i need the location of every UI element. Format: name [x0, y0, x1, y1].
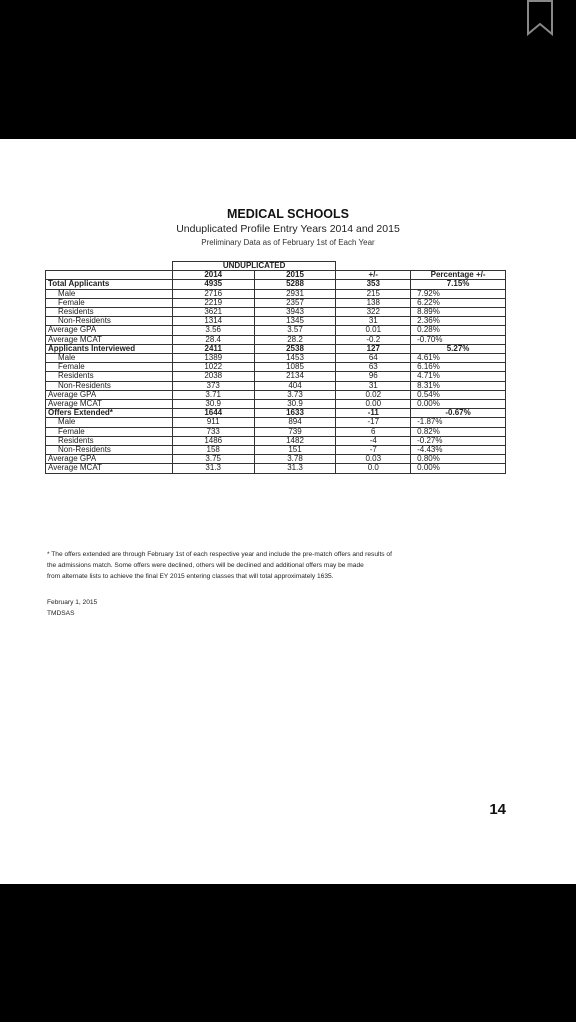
cell-diff: -17 [336, 418, 411, 427]
cell-percentage: 5.27% [411, 344, 506, 353]
cell-2014: 3.56 [172, 326, 254, 335]
cell-2014: 31.3 [172, 464, 254, 473]
row-label: Average MCAT [46, 464, 173, 473]
cell-percentage: 0.00% [411, 464, 506, 473]
row-label: Non-Residents [46, 446, 173, 455]
cell-percentage: 8.31% [411, 381, 506, 390]
cell-2015: 1453 [254, 354, 336, 363]
header-corner [46, 262, 173, 271]
document-title: MEDICAL SCHOOLS [227, 207, 349, 221]
cell-percentage: 6.22% [411, 298, 506, 307]
cell-2014: 2038 [172, 372, 254, 381]
column-header-diff: +/- [336, 271, 411, 280]
cell-2015: 30.9 [254, 400, 336, 409]
cell-2015: 2357 [254, 298, 336, 307]
cell-2014: 1644 [172, 409, 254, 418]
cell-diff: 96 [336, 372, 411, 381]
cell-diff: 0.03 [336, 455, 411, 464]
cell-2015: 151 [254, 446, 336, 455]
table-column-header-row [46, 271, 506, 280]
cell-diff: -11 [336, 409, 411, 418]
cell-2015: 1482 [254, 436, 336, 445]
document-page [0, 139, 576, 884]
row-label: Male [46, 289, 173, 298]
cell-2014: 1389 [172, 354, 254, 363]
cell-2014: 158 [172, 446, 254, 455]
cell-percentage: 0.54% [411, 390, 506, 399]
cell-percentage: -1.87% [411, 418, 506, 427]
cell-2014: 373 [172, 381, 254, 390]
row-label: Male [46, 354, 173, 363]
cell-2014: 2716 [172, 289, 254, 298]
cell-percentage: -0.67% [411, 409, 506, 418]
table-row [46, 381, 506, 390]
row-label: Average GPA [46, 455, 173, 464]
cell-diff: 64 [336, 354, 411, 363]
cell-2014: 3.75 [172, 455, 254, 464]
cell-2014: 911 [172, 418, 254, 427]
cell-2015: 1633 [254, 409, 336, 418]
footnote-line: the admissions match. Some offers were declined, others will be declined and additional offers may be made [47, 562, 364, 569]
cell-2015: 28.2 [254, 335, 336, 344]
row-label: Non-Residents [46, 381, 173, 390]
cell-percentage: -0.27% [411, 436, 506, 445]
column-header-2015: 2015 [254, 271, 336, 280]
row-label: Average MCAT [46, 335, 173, 344]
footnote [47, 549, 507, 582]
cell-2015: 3.73 [254, 390, 336, 399]
cell-diff: 0.0 [336, 464, 411, 473]
row-label: Average GPA [46, 390, 173, 399]
cell-percentage: -0.70% [411, 335, 506, 344]
row-label: Non-Residents [46, 317, 173, 326]
cell-percentage: 6.16% [411, 363, 506, 372]
cell-2014: 1022 [172, 363, 254, 372]
column-header-2014: 2014 [172, 271, 254, 280]
document-meta [47, 597, 97, 619]
cell-diff: 0.02 [336, 390, 411, 399]
row-label: Residents [46, 308, 173, 317]
cell-percentage: 7.15% [411, 280, 506, 289]
cell-percentage: 7.92% [411, 289, 506, 298]
table-row [46, 400, 506, 409]
cell-percentage: 2.36% [411, 317, 506, 326]
cell-diff: 353 [336, 280, 411, 289]
table-row [46, 372, 506, 381]
row-label: Average MCAT [46, 400, 173, 409]
cell-diff: 322 [336, 308, 411, 317]
document-subtitle: Unduplicated Profile Entry Years 2014 and 2015 [176, 223, 400, 235]
row-label: Residents [46, 436, 173, 445]
cell-diff: -4 [336, 436, 411, 445]
table-row [46, 289, 506, 298]
cell-percentage: 0.00% [411, 400, 506, 409]
cell-diff: 0.01 [336, 326, 411, 335]
cell-diff: 215 [336, 289, 411, 298]
cell-2015: 739 [254, 427, 336, 436]
cell-2015: 5288 [254, 280, 336, 289]
cell-2014: 3.71 [172, 390, 254, 399]
cell-2015: 3.78 [254, 455, 336, 464]
row-label: Applicants Interviewed [46, 344, 173, 353]
cell-2014: 4935 [172, 280, 254, 289]
table-row [46, 280, 506, 289]
row-label: Offers Extended* [46, 409, 173, 418]
document-note: Preliminary Data as of February 1st of Each Year [201, 238, 375, 247]
cell-percentage: 4.71% [411, 372, 506, 381]
cell-diff: 31 [336, 381, 411, 390]
cell-2015: 2931 [254, 289, 336, 298]
page-number: 14 [489, 801, 506, 818]
row-label: Residents [46, 372, 173, 381]
group-header-unduplicated: UNDUPLICATED [172, 262, 336, 271]
document-date: February 1, 2015 [47, 599, 98, 606]
cell-2015: 1345 [254, 317, 336, 326]
row-label: Female [46, 298, 173, 307]
cell-diff: 127 [336, 344, 411, 353]
row-label: Male [46, 418, 173, 427]
data-table [45, 261, 506, 474]
cell-2014: 30.9 [172, 400, 254, 409]
footnote-line: from alternate lists to achieve the final EY 2015 entering classes that will total approximately 1635. [47, 573, 334, 580]
table-row [46, 427, 506, 436]
cell-diff: 0.00 [336, 400, 411, 409]
cell-percentage: -4.43% [411, 446, 506, 455]
row-label: Female [46, 363, 173, 372]
cell-2015: 31.3 [254, 464, 336, 473]
cell-2014: 1486 [172, 436, 254, 445]
cell-2015: 404 [254, 381, 336, 390]
footnote-line: * The offers extended are through February 1st of each respective year and include the pre-match offers and results of [47, 551, 392, 558]
cell-2014: 2411 [172, 344, 254, 353]
cell-2015: 3.57 [254, 326, 336, 335]
cell-percentage: 8.89% [411, 308, 506, 317]
row-label: Average GPA [46, 326, 173, 335]
cell-diff: 138 [336, 298, 411, 307]
bookmark-icon[interactable] [526, 0, 554, 36]
table-row [46, 418, 506, 427]
table-row [46, 326, 506, 335]
cell-diff: 63 [336, 363, 411, 372]
table-row [46, 464, 506, 473]
cell-2014: 2219 [172, 298, 254, 307]
cell-2014: 1314 [172, 317, 254, 326]
cell-diff: 31 [336, 317, 411, 326]
column-header-percentage: Percentage +/- [411, 271, 506, 280]
cell-percentage: 4.61% [411, 354, 506, 363]
cell-2014: 733 [172, 427, 254, 436]
organization-name: TMDSAS [47, 610, 75, 617]
cell-2015: 2538 [254, 344, 336, 353]
cell-2015: 3943 [254, 308, 336, 317]
cell-2015: 2134 [254, 372, 336, 381]
row-label: Total Applicants [46, 280, 173, 289]
cell-diff: 6 [336, 427, 411, 436]
cell-2014: 3621 [172, 308, 254, 317]
cell-2015: 894 [254, 418, 336, 427]
table-row [46, 335, 506, 344]
row-label: Female [46, 427, 173, 436]
cell-percentage: 0.80% [411, 455, 506, 464]
cell-percentage: 0.28% [411, 326, 506, 335]
cell-2014: 28.4 [172, 335, 254, 344]
cell-2015: 1085 [254, 363, 336, 372]
cell-percentage: 0.82% [411, 427, 506, 436]
cell-diff: -7 [336, 446, 411, 455]
cell-diff: -0.2 [336, 335, 411, 344]
